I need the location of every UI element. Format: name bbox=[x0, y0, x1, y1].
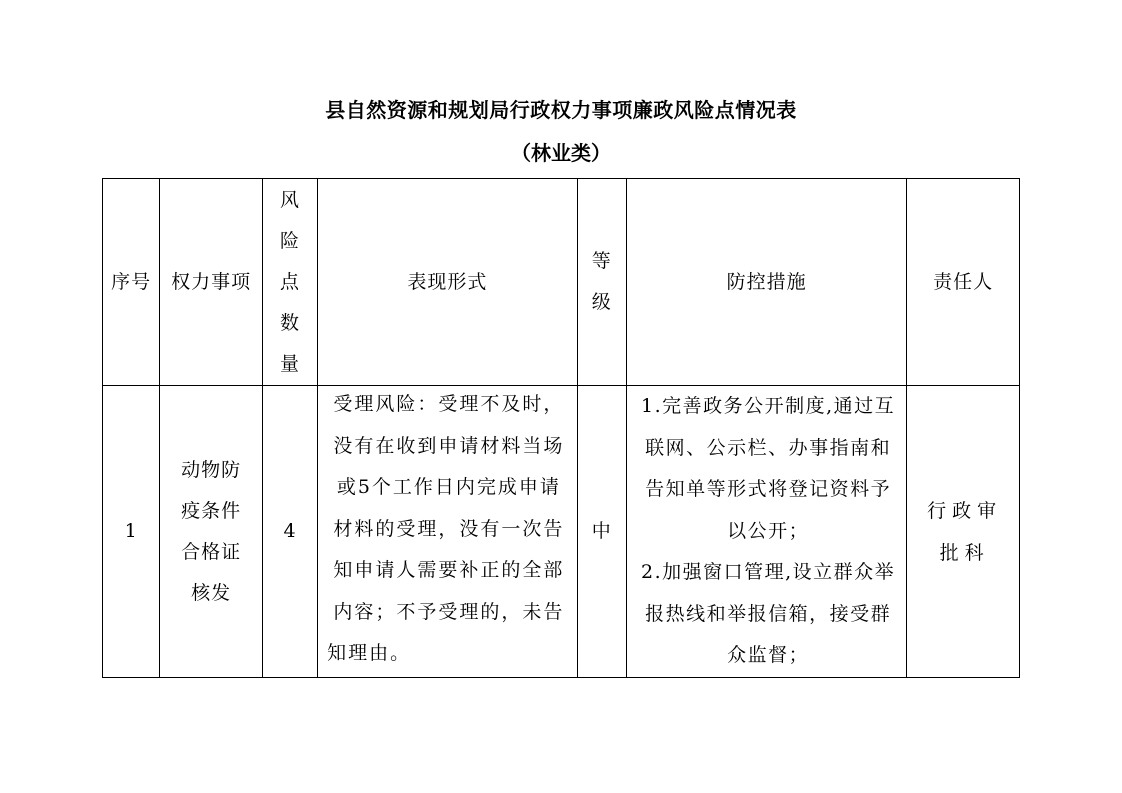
header-measures-label: 防控措施 bbox=[726, 270, 807, 293]
header-level bbox=[577, 179, 626, 386]
cell-risk-count: 4 bbox=[262, 386, 317, 678]
cell-manifestation bbox=[318, 386, 577, 678]
document-subtitle: （林业类） bbox=[511, 141, 611, 165]
header-power-item bbox=[160, 179, 263, 386]
header-index bbox=[103, 179, 160, 386]
document-title: 县自然资源和规划局行政权力事项廉政风险点情况表 bbox=[325, 98, 797, 122]
header-measures bbox=[626, 179, 907, 386]
header-responsible-label: 责任人 bbox=[933, 270, 994, 293]
cell-power-item-text: 动物防疫条件合格证核发 bbox=[181, 458, 242, 604]
header-manifestation bbox=[318, 179, 577, 386]
cell-responsible: 行政审批科 bbox=[907, 386, 1020, 678]
measure-item: 2.加强窗口管理,设立群众举报热线和举报信箱，接受群众监督； bbox=[641, 561, 896, 666]
header-level-label: 等级 bbox=[591, 250, 612, 313]
header-index-label: 序号 bbox=[111, 270, 152, 293]
cell-manifestation-text: 受理风险：受理不及时，没有在收到申请材料当场或5个工作日内完成申请材料的受理，没有一次告知申请人需要补正的全部内容；不予受理的，未告知理由。 bbox=[327, 393, 565, 664]
header-risk-count bbox=[262, 179, 317, 386]
header-risk-count-label: 风险点数量 bbox=[280, 188, 301, 375]
cell-power-item bbox=[160, 386, 263, 678]
cell-index: 1 bbox=[103, 386, 160, 678]
measure-item: 1.完善政务公开制度,通过互联网、公示栏、办事指南和告知单等形式将登记资料予以公开； bbox=[641, 395, 896, 542]
cell-level: 中 bbox=[577, 386, 626, 678]
header-manifestation-label: 表现形式 bbox=[407, 270, 488, 293]
risk-table bbox=[102, 178, 1020, 678]
header-row bbox=[103, 179, 1020, 386]
header-responsible bbox=[907, 179, 1020, 386]
cell-measures bbox=[626, 386, 907, 678]
header-power-item-label: 权力事项 bbox=[171, 270, 252, 293]
table-row bbox=[103, 386, 1020, 678]
